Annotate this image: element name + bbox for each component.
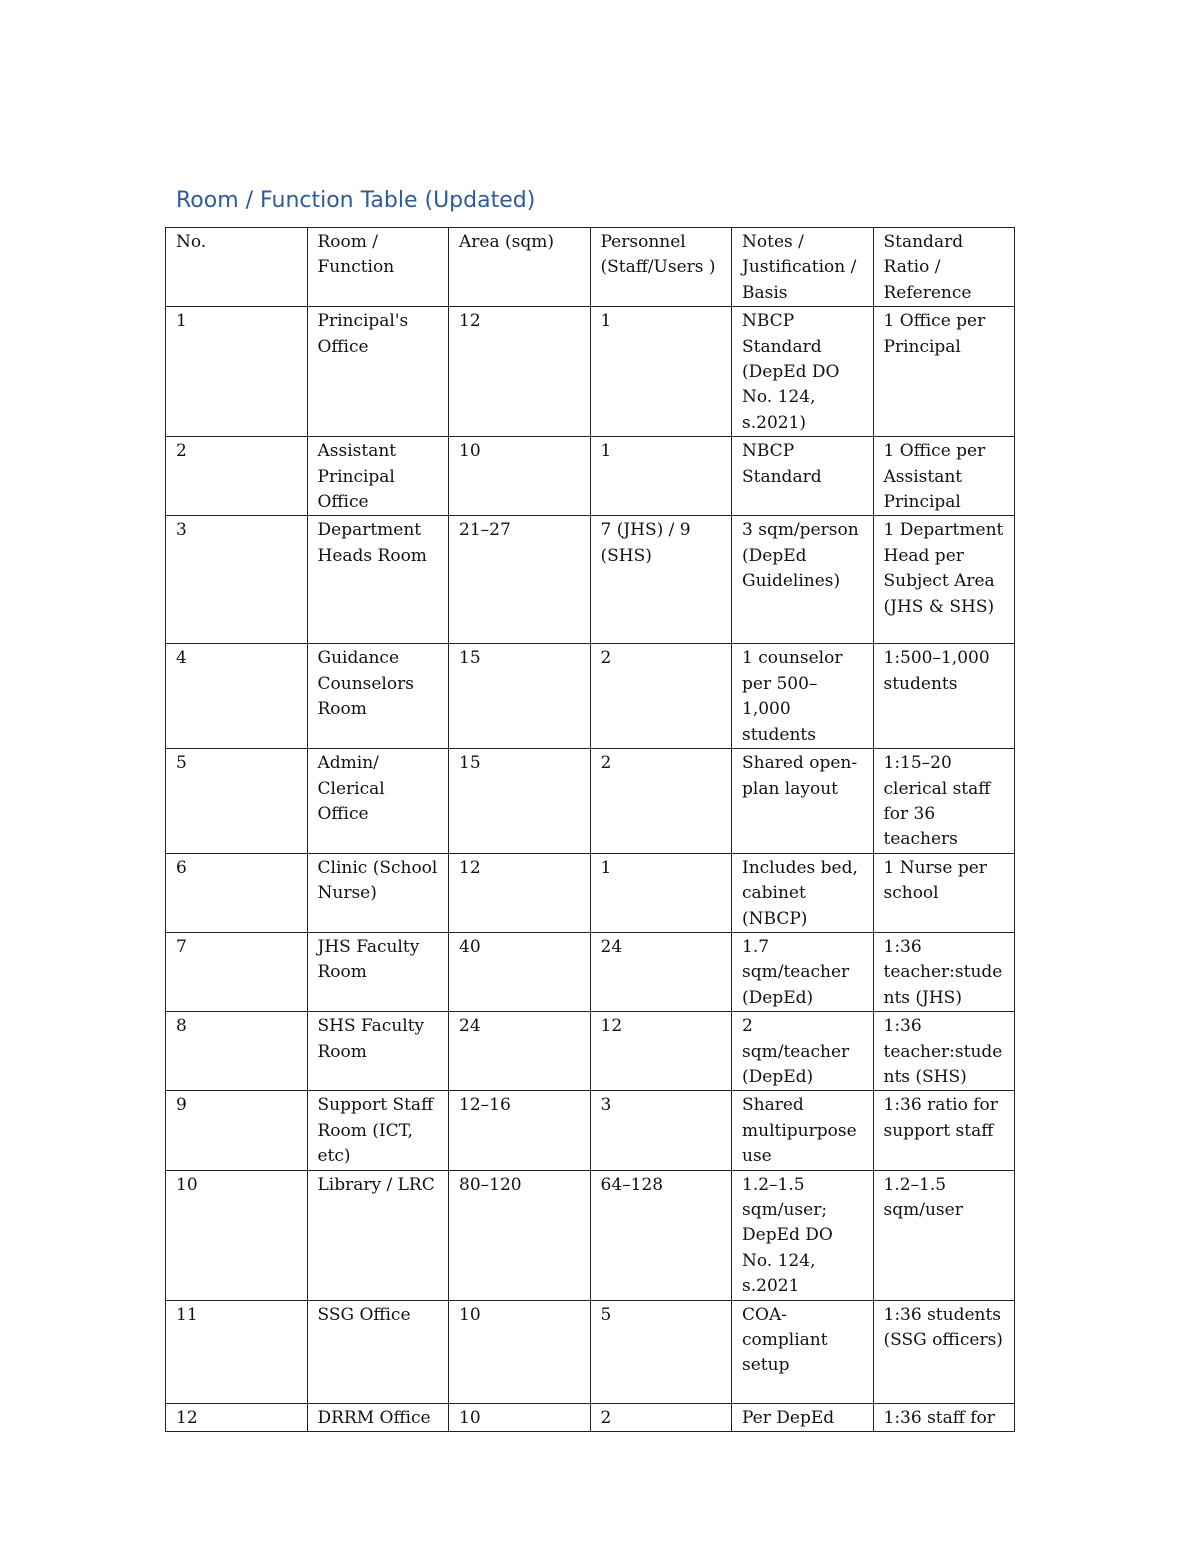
cell-no: 12 [166,1403,308,1431]
cell-area: 12 [449,307,591,437]
cell-area: 10 [449,437,591,516]
header-notes: Notes / Justification / Basis [732,228,874,307]
cell-no: 3 [166,516,308,644]
cell-area: 10 [449,1300,591,1403]
table-row [166,1300,1015,1403]
cell-no: 11 [166,1300,308,1403]
cell-room: Library / LRC [307,1170,449,1300]
cell-ratio: 1:15–20 clerical staff for 36 teachers [873,749,1015,854]
header-no: No. [166,228,308,307]
cell-room: Guidance Counselors Room [307,644,449,749]
cell-area: 10 [449,1403,591,1431]
cell-notes: 3 sqm/person (DepEd Guidelines) [732,516,874,644]
table-row [166,1091,1015,1170]
header-personnel: Personnel (Staff/Users ) [590,228,732,307]
cell-notes: 2 sqm/teacher (DepEd) [732,1012,874,1091]
cell-no: 2 [166,437,308,516]
cell-notes: 1.2–1.5 sqm/user; DepEd DO No. 124, s.2021 [732,1170,874,1300]
cell-room: Clinic (School Nurse) [307,853,449,932]
cell-area: 21–27 [449,516,591,644]
cell-personnel: 1 [590,853,732,932]
cell-ratio: 1 Department Head per Subject Area (JHS & SHS) [873,516,1015,644]
header-standard-ratio: Standard Ratio / Reference [873,228,1015,307]
cell-ratio: 1 Office per Principal [873,307,1015,437]
cell-ratio: 1:36 ratio for support staff [873,1091,1015,1170]
cell-personnel: 2 [590,644,732,749]
cell-notes: COA-compliant setup [732,1300,874,1403]
table-row [166,1170,1015,1300]
cell-room: JHS Faculty Room [307,932,449,1011]
table-row [166,932,1015,1011]
cell-personnel: 64–128 [590,1170,732,1300]
cell-personnel: 7 (JHS) / 9 (SHS) [590,516,732,644]
cell-room: Department Heads Room [307,516,449,644]
cell-room: Assistant Principal Office [307,437,449,516]
cell-ratio: 1:500–1,000 students [873,644,1015,749]
cell-notes: 1.7 sqm/teacher (DepEd) [732,932,874,1011]
cell-ratio: 1:36 staff for [873,1403,1015,1431]
cell-ratio: 1:36 students (SSG officers) [873,1300,1015,1403]
cell-personnel: 2 [590,749,732,854]
cell-area: 80–120 [449,1170,591,1300]
header-room-function: Room / Function [307,228,449,307]
cell-area: 24 [449,1012,591,1091]
cell-room: SHS Faculty Room [307,1012,449,1091]
cell-ratio: 1 Office per Assistant Principal [873,437,1015,516]
page-title: Room / Function Table (Updated) [176,188,536,213]
table-row [166,749,1015,854]
table-row [166,1403,1015,1431]
cell-no: 7 [166,932,308,1011]
cell-area: 15 [449,644,591,749]
cell-personnel: 5 [590,1300,732,1403]
table-row [166,644,1015,749]
cell-ratio: 1 Nurse per school [873,853,1015,932]
room-function-table [165,227,1015,1432]
cell-notes: 1 counselor per 500–1,000 students [732,644,874,749]
cell-personnel: 1 [590,437,732,516]
header-area: Area (sqm) [449,228,591,307]
cell-no: 1 [166,307,308,437]
cell-notes: NBCP Standard (DepEd DO No. 124, s.2021) [732,307,874,437]
cell-area: 15 [449,749,591,854]
cell-no: 9 [166,1091,308,1170]
cell-notes: Per DepEd [732,1403,874,1431]
cell-personnel: 24 [590,932,732,1011]
cell-notes: NBCP Standard [732,437,874,516]
cell-area: 40 [449,932,591,1011]
cell-no: 10 [166,1170,308,1300]
table-row [166,516,1015,644]
table-row [166,307,1015,437]
cell-room: DRRM Office [307,1403,449,1431]
cell-room: Principal's Office [307,307,449,437]
cell-room: Admin/ Clerical Office [307,749,449,854]
table-row [166,1012,1015,1091]
cell-no: 5 [166,749,308,854]
cell-personnel: 1 [590,307,732,437]
cell-no: 8 [166,1012,308,1091]
cell-no: 4 [166,644,308,749]
cell-personnel: 2 [590,1403,732,1431]
cell-notes: Shared multipurpose use [732,1091,874,1170]
cell-room: Support Staff Room (ICT, etc) [307,1091,449,1170]
cell-ratio: 1.2–1.5 sqm/user [873,1170,1015,1300]
table-row [166,853,1015,932]
cell-personnel: 3 [590,1091,732,1170]
table-row [166,437,1015,516]
cell-no: 6 [166,853,308,932]
cell-room: SSG Office [307,1300,449,1403]
cell-notes: Includes bed, cabinet (NBCP) [732,853,874,932]
table-header-row [166,228,1015,307]
cell-notes: Shared open-plan layout [732,749,874,854]
cell-ratio: 1:36 teacher:students (JHS) [873,932,1015,1011]
cell-ratio: 1:36 teacher:students (SHS) [873,1012,1015,1091]
cell-area: 12 [449,853,591,932]
cell-area: 12–16 [449,1091,591,1170]
cell-personnel: 12 [590,1012,732,1091]
